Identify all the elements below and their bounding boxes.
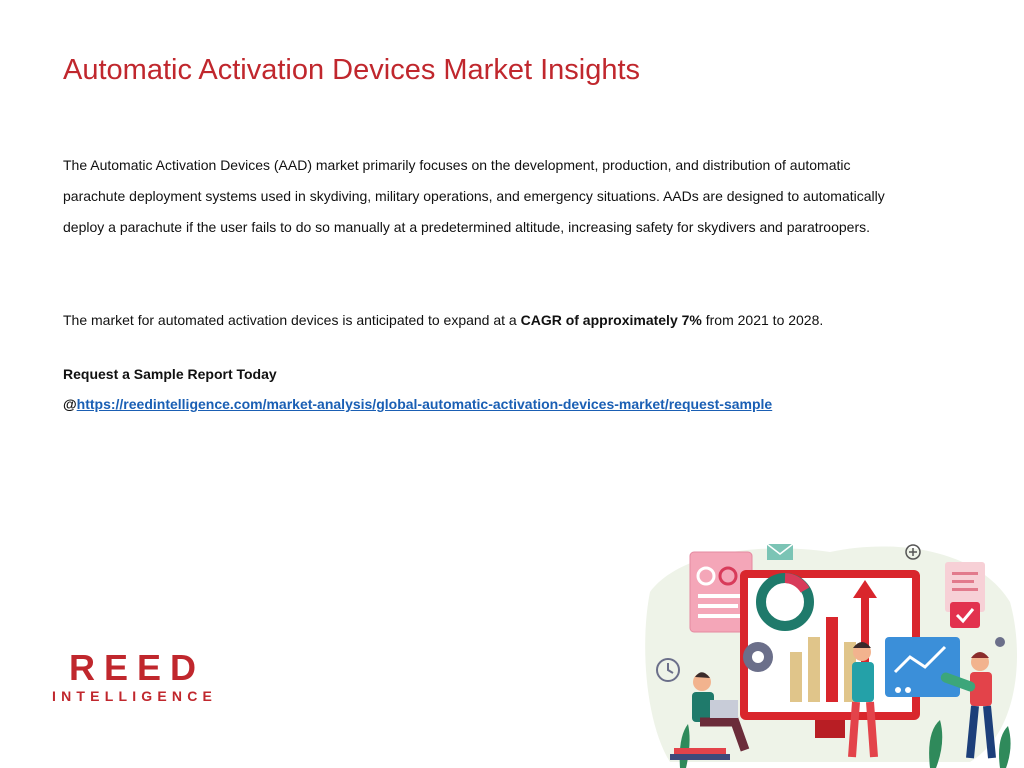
cagr-text-after: from 2021 to 2028. [701, 312, 824, 328]
request-sample-heading: Request a Sample Report Today [63, 366, 277, 382]
page-title: Automatic Activation Devices Market Insights [63, 54, 641, 86]
cagr-paragraph [63, 305, 913, 336]
cagr-highlight: CAGR of approximately 7% [520, 312, 702, 328]
at-prefix: @ [63, 396, 77, 412]
request-sample-link[interactable]: https://reedintelligence.com/market-analysis/global-automatic-activation-devices-market/request-sample [76, 396, 773, 412]
logo-wordmark: REED [69, 647, 206, 688]
intro-paragraph: The Automatic Activation Devices (AAD) market primarily focuses on the development, production, and distribution of automatic parachute deployment systems used in skydiving, military operations, and emergency situations. AADs are designed to automatically deploy a parachute if the user fails to do so manually at a predetermined altitude, increasing safety for skydivers and paratroopers. [63, 157, 885, 235]
reed-intelligence-logo [52, 647, 218, 704]
market-analytics-illustration [640, 532, 1024, 768]
cagr-text-before: The market for automated activation devices is anticipated to expand at a [63, 312, 521, 328]
logo-subtitle: INTELLIGENCE [52, 688, 218, 704]
request-sample-row [63, 396, 772, 412]
